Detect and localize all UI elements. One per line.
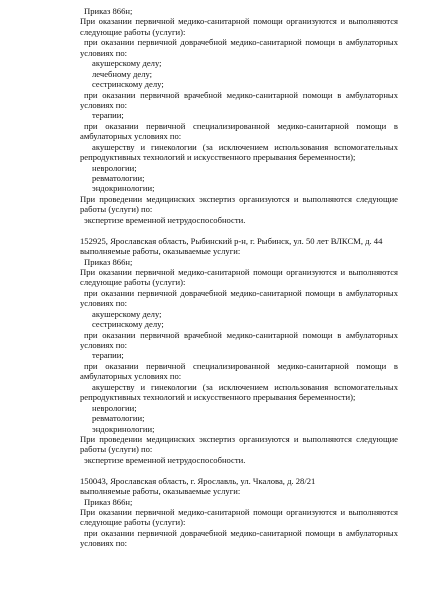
text-line: сестринскому делу; bbox=[92, 319, 164, 330]
text-line: Приказ 866н; bbox=[84, 6, 133, 16]
text-line: условиях по: bbox=[80, 47, 128, 58]
text-line: ревматологии; bbox=[92, 413, 145, 424]
text-line: 152925, Ярославская область, Рыбинский р-н, г. Рыбинск, ул. 50 лет ВЛКСМ, д. 44 bbox=[80, 235, 383, 246]
text-line: работы (услуги) по: bbox=[80, 204, 153, 215]
text-line: при оказании первичной врачебной медико-санитарной помощи в амбулаторных bbox=[84, 89, 398, 100]
text-line: выполняемые работы, оказываемые услуги: bbox=[80, 486, 241, 497]
text-line: экспертизе временной нетрудоспособности. bbox=[84, 454, 246, 465]
text-line: при оказании первичной специализированной медико-санитарной помощи в bbox=[84, 360, 398, 371]
text-line: При оказании первичной медико-санитарной помощи организуются и выполняются bbox=[80, 507, 398, 517]
text-line: акушерству и гинекологии (за исключением использования вспомогательных bbox=[92, 141, 398, 152]
text-line: ревматологии; bbox=[92, 173, 145, 183]
text-line: сестринскому делу; bbox=[92, 79, 164, 90]
text-line: неврологии; bbox=[92, 402, 137, 413]
text-line: при оказании первичной врачебной медико-санитарной помощи в амбулаторных bbox=[84, 329, 398, 340]
text-line: работы (услуги) по: bbox=[80, 444, 153, 455]
text-line: лечебному делу; bbox=[92, 68, 153, 79]
text-line: при оказании первичной доврачебной медико-санитарной помощи в амбулаторных bbox=[84, 37, 398, 48]
text-line: При проведении медицинских экспертиз организуются и выполняются следующие bbox=[80, 433, 398, 444]
text-line: эндокринологии; bbox=[92, 423, 155, 434]
text-line: акушерскому делу; bbox=[92, 308, 162, 319]
text-line: репродуктивных технологий и искусственного прерывания беременности); bbox=[80, 152, 356, 163]
text-line: эндокринологии; bbox=[92, 183, 155, 194]
text-line: выполняемые работы, оказываемые услуги: bbox=[80, 246, 241, 257]
text-line: терапии; bbox=[92, 350, 124, 361]
text-line: При оказании первичной медико-санитарной помощи организуются и выполняются bbox=[80, 266, 398, 277]
text-line: условиях по: bbox=[80, 340, 128, 350]
text-line: При проведении медицинских экспертиз организуются и выполняются следующие bbox=[80, 193, 398, 204]
text-line: следующие работы (услуги): bbox=[80, 26, 186, 37]
text-line: условиях по: bbox=[80, 298, 128, 309]
text-line: при оказании первичной доврачебной медико-санитарной помощи в амбулаторных bbox=[84, 287, 398, 298]
text-block bbox=[80, 236, 398, 466]
text-line: амбулаторных условиях по: bbox=[80, 131, 182, 142]
text-block bbox=[80, 6, 398, 225]
text-line: экспертизе временной нетрудоспособности. bbox=[84, 214, 246, 225]
text-line: неврологии; bbox=[92, 162, 137, 173]
text-line: при оказании первичной доврачебной медико-санитарной помощи в амбулаторных bbox=[84, 527, 398, 538]
document-body bbox=[80, 6, 398, 549]
text-line: Приказ 866н; bbox=[84, 256, 133, 267]
text-line: При оказании первичной медико-санитарной помощи организуются и выполняются bbox=[80, 16, 398, 27]
text-line: акушерству и гинекологии (за исключением использования вспомогательных bbox=[92, 381, 398, 392]
text-line: амбулаторных условиях по: bbox=[80, 371, 182, 382]
text-line: следующие работы (услуги): bbox=[80, 277, 186, 288]
text-line: условиях по: bbox=[80, 538, 128, 549]
text-line: репродуктивных технологий и искусственного прерывания беременности); bbox=[80, 392, 356, 403]
text-line: 150043, Ярославская область, г. Ярославль, ул. Чкалова, д. 28/21 bbox=[80, 475, 316, 486]
text-line: акушерскому делу; bbox=[92, 58, 162, 69]
text-line: Приказ 866н; bbox=[84, 496, 133, 507]
paragraph-gap bbox=[80, 225, 398, 235]
paragraph-gap bbox=[80, 465, 398, 475]
text-line: при оказании первичной специализированной медико-санитарной помощи в bbox=[84, 120, 398, 131]
text-line: условиях по: bbox=[80, 99, 128, 110]
text-block bbox=[80, 476, 398, 549]
text-line: терапии; bbox=[92, 110, 124, 121]
text-line: следующие работы (услуги): bbox=[80, 517, 186, 528]
